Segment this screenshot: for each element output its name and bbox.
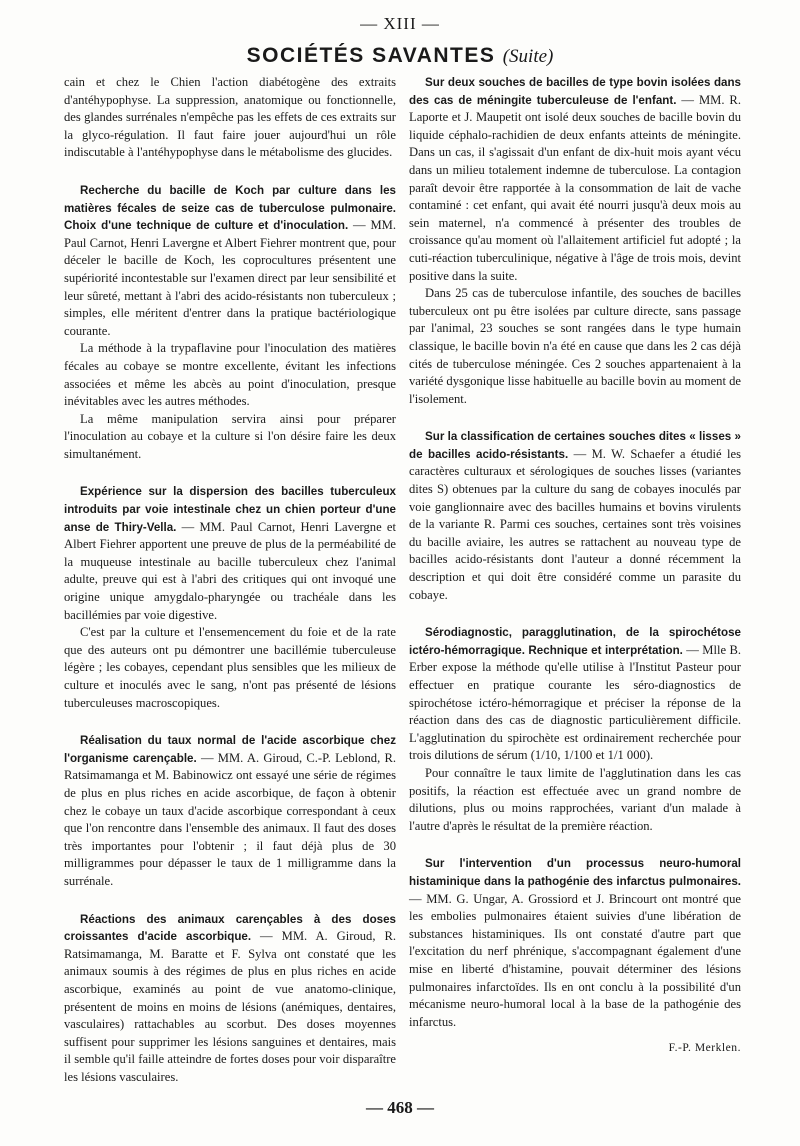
article-intro (64, 74, 396, 162)
article-pulmonary-infarct (409, 855, 741, 1057)
article-paragraph (409, 74, 741, 285)
article-paragraph: C'est par la culture et l'ensemencement du foie et de la rate que des auteurs ont pu démontrer une bacillémie tuberculeuse légère ; les cobayes, cependant plus sensibles que les milieux de culture et inoculés avec le sang, n'ont pas présenté de lésions tuberculeuses macroscopiques. (64, 625, 396, 710)
roman-page-number: — XIII — (360, 14, 440, 33)
article-lead: — MM. Paul Carnot, Henri Lavergne et Albert Fiehrer apportent une preuve de plus de la perméabilité de la muqueuse intestinale au bacille tuberculeux chez l'animal adulte, preuve qui est à l'abri des critiques qui ont invoqué une origine unique amygdalo-pharyngée ou trachéale dans les bacillémies par voie digestive. (64, 519, 396, 622)
article-paragraph (64, 732, 396, 890)
article-paragraph (409, 428, 741, 604)
right-column (409, 74, 741, 1057)
article-lead: — MM. R. Laporte et J. Maupetit ont isolé deux souches de bacille bovin du liquide céphalo-rachidien de deux enfants atteints de méningite. Dans un cas, il s'agissait d'un enfant de dix-huit mois ayant vécu dans un milieu totalement indemne de tuberculose. La contagion paraît devoir être rapportée à la consommation de lait de vache contaminé : cet enfant, qui avait été nourri jusqu'à deux mois au sein maternel, n'a commencé à présenter des troubles de croissance qu'au moment où l'allaitement artificiel fut adopté ; la cuti-réaction tuberculinique, négative à l'âge de trois mois, devint positive dans la suite. (409, 92, 741, 283)
article-heading: Réalisation du taux normal de l'acide ascorbique chez l'organisme carençable. (64, 734, 396, 765)
article-heading: Expérience sur la dispersion des bacilles tuberculeux introduits par voie intestinale chez un chien porteur d'une anse de Thiry-Vella. (64, 485, 396, 534)
article-paragraph (64, 483, 396, 624)
article-lead: — MM. A. Giroud, R. Ratsimamanga, M. Baratte et F. Sylva ont constaté que les animaux soumis à des régimes de plus en plus riches en acide ascorbique, examinés au point de vue anatomo-clinique, présentent de moins en moins de lésions (anémiques, dentaires, vasculaires) rattachables au scorbut. Des doses moyennes suffisent pour supprimer les lésions sanguines et dentaires, mais il semble qu'il faille atteindre de fortes doses pour voir disparaître les lésions vasculaires. (64, 929, 396, 1084)
article-paragraph: La même manipulation servira ainsi pour préparer l'inoculation au cobaye et la culture si l'on désire faire les deux simultanément. (64, 411, 396, 461)
article-lead: — M. W. Schaefer a étudié les caractères culturaux et sérologiques de souches lisses (variantes dites S) obtenues par la culture du sang de cobayes inoculés par voie ganglionnaire avec des bacilles humains et bovins virulents de la variante R. Parmi ces souches, certaines sont très voisines du bacille aviaire, les autres se rattachent au nouveau type de bacilles acido-résistants dont l'auteur a donné récemment la description et qui doit être considéré comme un parasite du cobaye. (409, 446, 741, 602)
article-heading: Sur l'intervention d'un processus neuro-humoral histaminique dans la pathogénie des infarctus pulmonaires. (409, 857, 741, 888)
article-heading: Recherche du bacille de Koch par culture dans les matières fécales de seize cas de tuberculose pulmonaire. Choix d'une technique de culture et d'inoculation. (64, 183, 396, 233)
article-paragraph (64, 182, 396, 340)
article-bovine-bacilli (409, 74, 741, 408)
article-smooth-strains (409, 428, 741, 604)
article-heading: Réactions des animaux carençables à des doses croissantes d'acide ascorbique. (64, 912, 396, 944)
article-ascorbic-rate (64, 732, 396, 890)
article-paragraph (409, 855, 741, 1031)
article-lead: — MM. G. Ungar, A. Grossiord et J. Brincourt ont montré que les embolies pulmonaires étaient suivies d'une libération de substances histaminiques. Ils ont constaté d'autre part que l'excitation du nerf phrénique, s'accompagnant également d'une mise en liberté d'histamine, pouvait déterminer des lésions pulmonaires infarctoïdes. Ils en ont conclu à la possibilité d'un mécanisme neuro-humoral local à la base de la pathogénie des infarctus. (409, 891, 741, 1029)
article-paragraph (409, 624, 741, 765)
article-paragraph: cain et chez le Chien l'action diabétogène des extraits d'antéhypophyse. La suppression, anatomique ou fonctionnelle, des glandes surrénales n'empêche pas les effets de ces extraits sur la glyco-régulation. Il faut faire jouer aujourd'hui un rôle indiscutable à l'antéhypophyse dans le métabolisme des glucides. (64, 75, 396, 160)
article-lead: — MM. A. Giroud, C.-P. Leblond, R. Ratsimamanga et M. Babinowicz ont essayé une série de régimes de plus en plus riches en acide ascorbique, de façon à obtenir chez le cobaye un taux d'acide ascorbique correspondant à ceux que l'on rencontre dans l'ensemble des animaux. Il faut des doses très importantes pour l'obtenir ; il faut déjà plus de 30 milligrammes pour dépasser le taux de 1 milligramme dans la surrénale. (64, 750, 396, 888)
left-column (64, 74, 396, 1086)
article-paragraph: La méthode à la trypaflavine pour l'inoculation des matières fécales au cobaye se montre excellente, évitant les infections associées et même les abcès au point d'inoculation, presque inévitables avec les autres méthodes. (64, 341, 396, 409)
article-heading: Sur deux souches de bacilles de type bovin isolées dans des cas de méningite tuberculeuse de l'enfant. (409, 76, 741, 107)
article-lead: — Mlle B. Erber expose la méthode qu'elle utilise à l'Institut Pasteur pour effectuer en pratique courante les séro-diagnostics de spirochétose ictéro-hémorragique et préciser la réponse de la réaction dans des cas de diagnostic particulièrement difficile. L'agglutination du spirochète est ordinairement recherchée pour trois dilutions de sérum (1/10, 1/100 et 1/1 000). (409, 642, 742, 763)
section-title-text: SOCIÉTÉS SAVANTES (246, 44, 496, 67)
article-thiry-vella (64, 483, 396, 712)
article-heading: Sérodiagnostic, paragglutination, de la spirochétose ictéro-hémorragique. Rechnique et interprétation. (409, 626, 741, 657)
article-spirochetosis (409, 624, 741, 835)
section-title-suffix: (Suite) (502, 46, 554, 67)
page-number: — 468 — (366, 1098, 434, 1117)
article-paragraph (64, 911, 396, 1087)
section-title (0, 44, 800, 68)
article-ascorbic-doses (64, 911, 396, 1087)
article-paragraph: Dans 25 cas de tuberculose infantile, des souches de bacilles tuberculeux ont pu être isolées par culture directe, sans passage par l'animal, 23 souches se sont rangées dans le type humain classique, le bacille bovin n'a été en cause que dans les 2 cas déjà cités de tuberculose méningée. Ces 2 souches appartenaient à la variété dysgonique lisse habituelle au bacille bovin au moment de l'isolement. (409, 286, 741, 406)
author-signature: F.-P. Merklen. (668, 1041, 741, 1055)
article-koch-coproculture (64, 182, 396, 464)
article-paragraph: Pour connaître le taux limite de l'agglutination dans les cas positifs, la réaction est effectuée avec un grand nombre de dilutions, plus ou moins rapprochées, variant d'un malade à l'autre d'après le résultat de la première réaction. (409, 765, 741, 833)
article-lead: — MM. Paul Carnot, Henri Lavergne et Albert Fiehrer montrent que, pour déceler le bacille de Koch, les coprocultures présentent une supériorité incontestable sur l'examen direct par leur sensibilité et leur sûreté, mettant à l'abri des acido-résistants non tuberculeux ; simples, elle méritent d'entrer dans la pratique bactériologique courante. (64, 218, 396, 338)
article-heading: Sur la classification de certaines souches dites « lisses » de bacilles acido-résistants. (409, 430, 741, 461)
